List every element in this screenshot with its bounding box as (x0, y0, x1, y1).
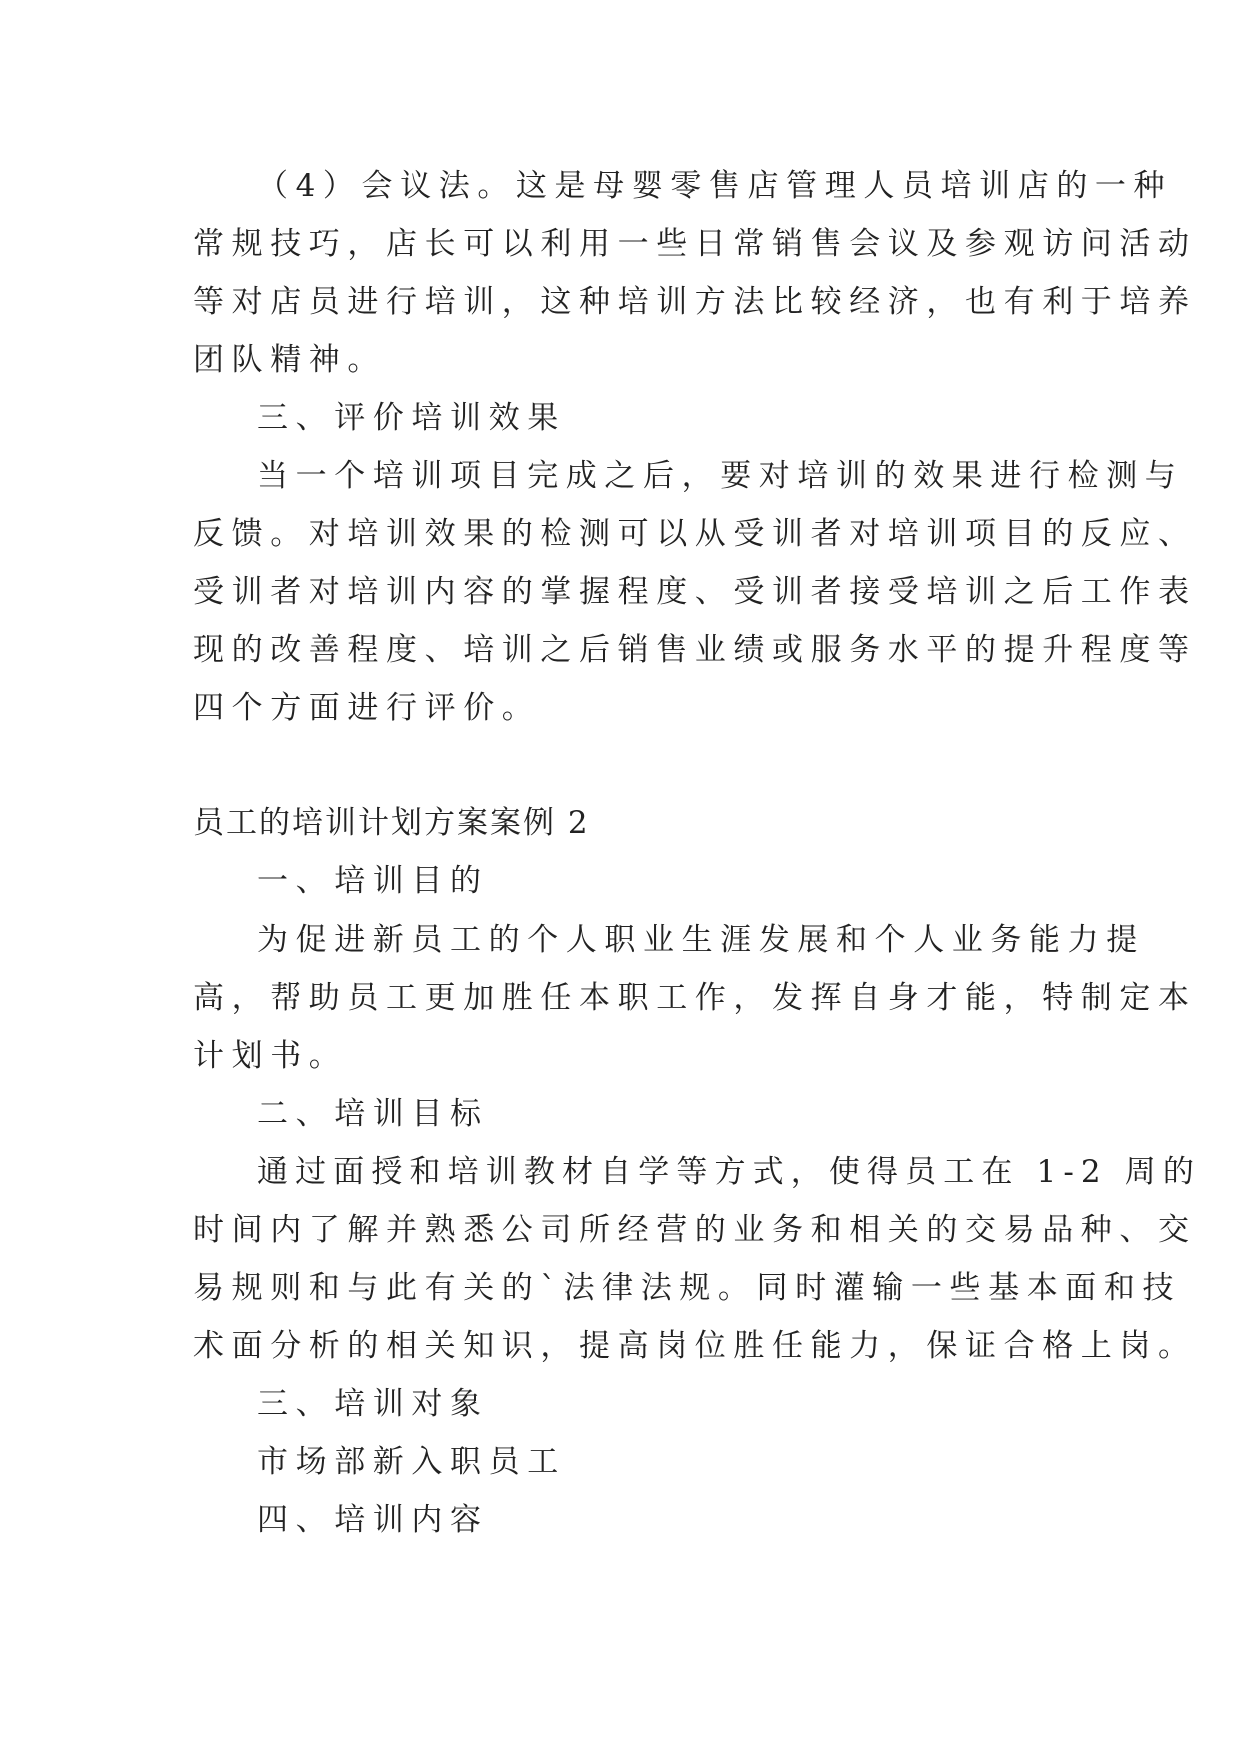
section-heading: 四、培训内容 (257, 1502, 489, 1538)
paragraph-line: 计划书。 (193, 1038, 348, 1074)
paragraph-line: 受训者对培训内容的掌握程度、受训者接受培训之后工作表 (193, 574, 1197, 610)
paragraph-line: 团队精神。 (193, 342, 386, 378)
paragraph-line: 常规技巧，店长可以利用一些日常销售会议及参观访问活动 (193, 226, 1197, 262)
paragraph-line: 高，帮助员工更加胜任本职工作，发挥自身才能，特制定本 (193, 980, 1197, 1016)
paragraph-line: 等对店员进行培训，这种培训方法比较经济，也有利于培养 (193, 284, 1197, 320)
paragraph-line: （4）会议法。这是母婴零售店管理人员培训店的一种 (257, 168, 1173, 204)
paragraph-line: 现的改善程度、培训之后销售业绩或服务水平的提升程度等 (193, 632, 1197, 668)
section-heading: 一、培训目的 (257, 863, 489, 899)
paragraph-line: 反馈。对培训效果的检测可以从受训者对培训项目的反应、 (193, 516, 1197, 552)
paragraph-line: 四个方面进行评价。 (193, 690, 541, 726)
paragraph-line: 易规则和与此有关的`法律法规。同时灌输一些基本面和技 (193, 1270, 1182, 1306)
paragraph-line: 为促进新员工的个人职业生涯发展和个人业务能力提 (257, 922, 1145, 958)
paragraph-line: 当一个培训项目完成之后，要对培训的效果进行检测与 (257, 458, 1184, 494)
section-heading: 三、培训对象 (257, 1386, 489, 1422)
paragraph-line: 通过面授和培训教材自学等方式，使得员工在 1-2 周的 (257, 1154, 1201, 1190)
document-title: 员工的培训计划方案案例 2 (193, 805, 590, 841)
paragraph-line: 术面分析的相关知识，提高岗位胜任能力，保证合格上岗。 (193, 1328, 1197, 1364)
paragraph-line: 市场部新入职员工 (257, 1444, 566, 1480)
section-heading: 二、培训目标 (257, 1096, 489, 1132)
section-heading: 三、评价培训效果 (257, 400, 566, 436)
paragraph-line: 时间内了解并熟悉公司所经营的业务和相关的交易品种、交 (193, 1212, 1197, 1248)
